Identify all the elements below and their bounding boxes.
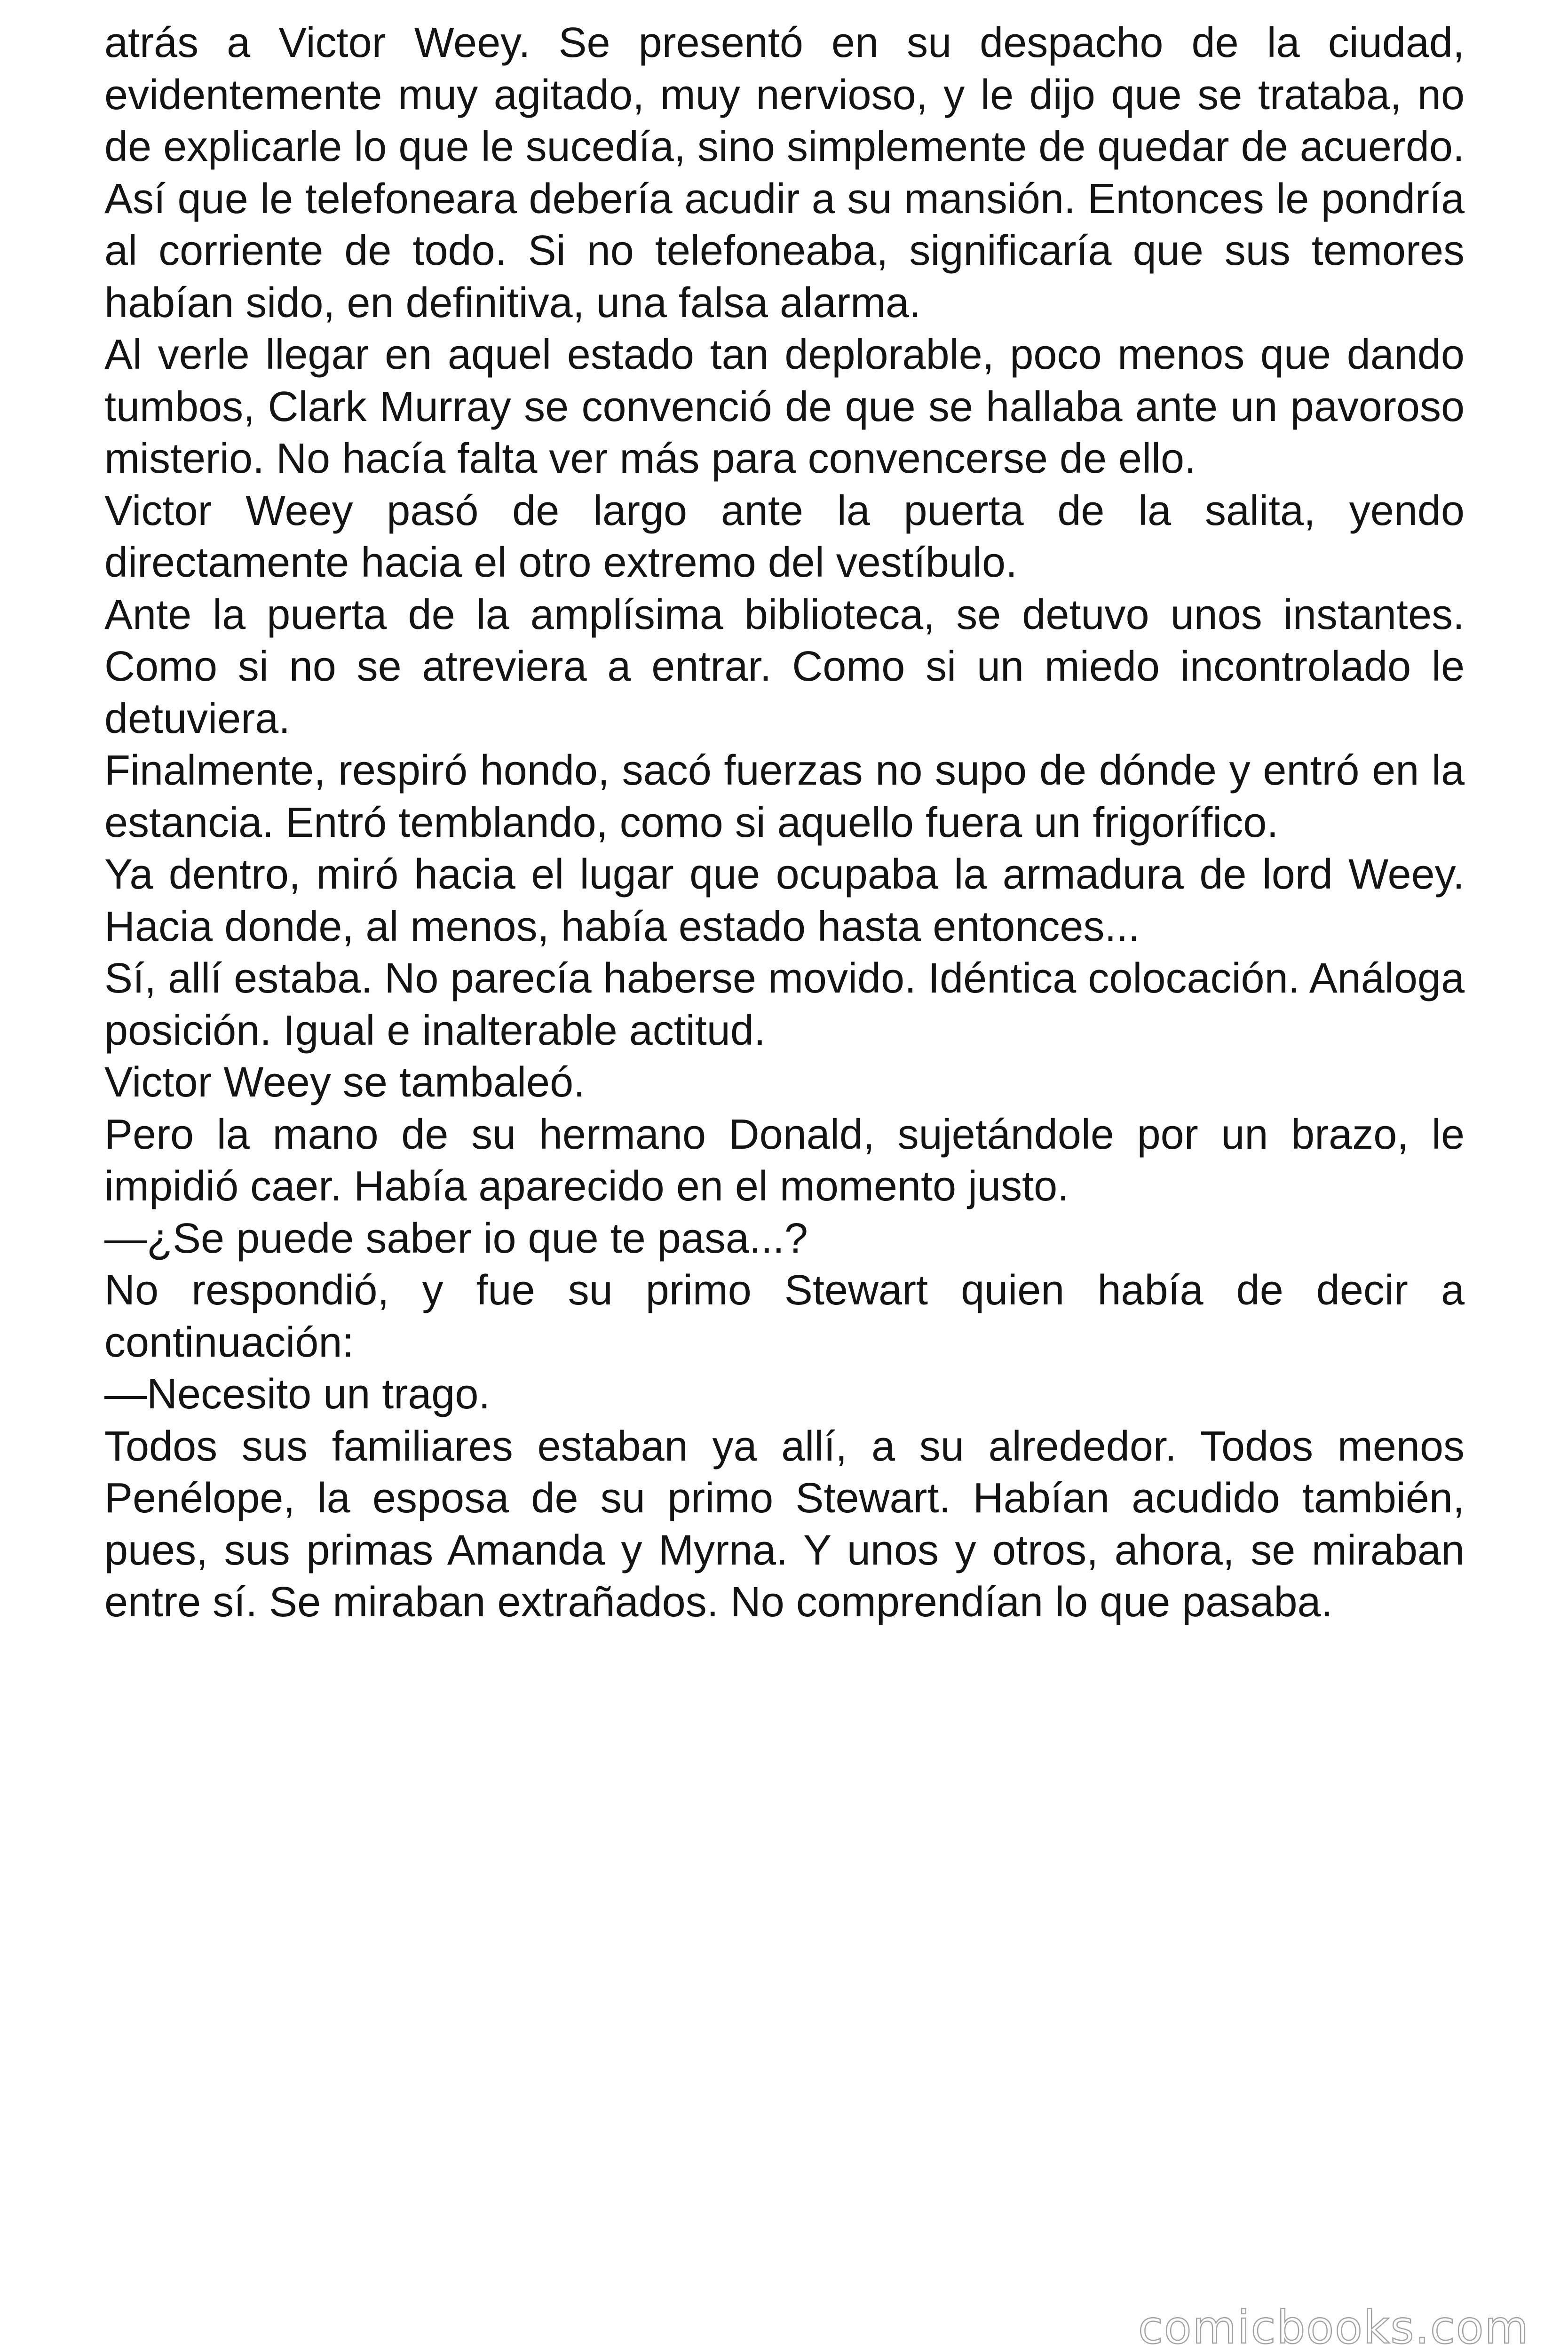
- paragraph: Pero la mano de su hermano Donald, sujetándole por un brazo, le impidió caer. Había aparecido en el momento justo.: [104, 1111, 1465, 1210]
- paragraph: atrás a Victor Weey. Se presentó en su despacho de la ciudad, evidentemente muy agitado, muy nervioso, y le dijo que se trataba, no de explicarle lo que le sucedía, sino simplemente de quedar de acuerdo. Así que le telefoneara debería acudir a su mansión. Entonces le pondría al corriente de todo. Si no telefoneaba, significaría que sus temores habían sido, en definitiva, una falsa alarma.: [104, 19, 1465, 326]
- paragraph: Sí, allí estaba. No parecía haberse movido. Idéntica colocación. Análoga posición. Igual e inalterable actitud.: [104, 955, 1465, 1054]
- paragraph: Todos sus familiares estaban ya allí, a su alrededor. Todos menos Penélope, la esposa de su primo Stewart. Habían acudido también, pues, sus primas Amanda y Myrna. Y unos y otros, ahora, se miraban entre sí. Se miraban extrañados. No comprendían lo que pasaba.: [104, 1422, 1465, 1626]
- paragraph: No respondió, y fue su primo Stewart quien había de decir a continuación:: [104, 1267, 1465, 1366]
- paragraph: Victor Weey se tambaleó.: [104, 1059, 586, 1106]
- watermark: comicbooks.com: [1138, 2301, 1529, 2352]
- paragraph: —¿Se puede saber io que te pasa...?: [104, 1215, 808, 1262]
- paragraph: Ya dentro, miró hacia el lugar que ocupaba la armadura de lord Weey. Hacia donde, al menos, había estado hasta entonces...: [104, 851, 1465, 950]
- page-text: [104, 17, 1465, 1629]
- paragraph: Al verle llegar en aquel estado tan deplorable, poco menos que dando tumbos, Clark Murray se convenció de que se hallaba ante un pavoroso misterio. No hacía falta ver más para convencerse de ello.: [104, 331, 1465, 482]
- paragraph: Ante la puerta de la amplísima biblioteca, se detuvo unos instantes. Como si no se atreviera a entrar. Como si un miedo incontrolado le detuviera.: [104, 591, 1465, 742]
- paragraph: Finalmente, respiró hondo, sacó fuerzas no supo de dónde y entró en la estancia. Entró temblando, como si aquello fuera un frigorífico.: [104, 747, 1465, 846]
- paragraph: Victor Weey pasó de largo ante la puerta de la salita, yendo directamente hacia el otro extremo del vestíbulo.: [104, 487, 1465, 586]
- paragraph: —Necesito un trago.: [104, 1371, 491, 1418]
